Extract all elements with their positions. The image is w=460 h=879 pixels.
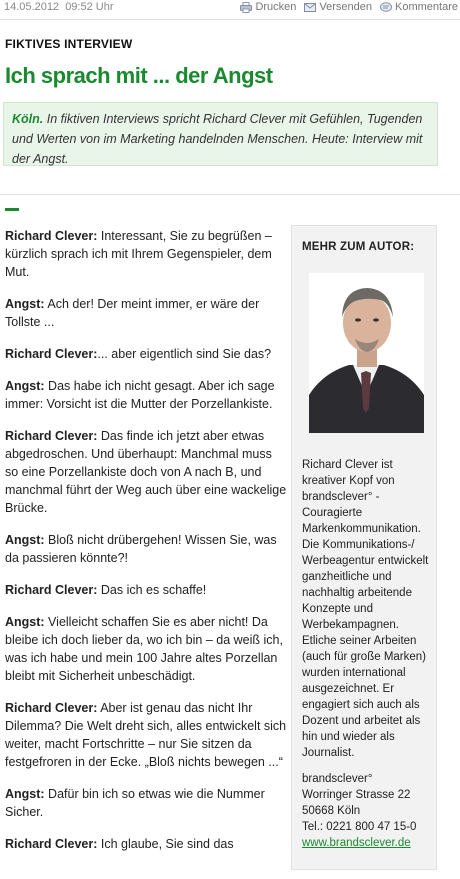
speaker-name: Richard Clever: xyxy=(5,429,98,443)
author-portrait-image xyxy=(309,273,424,433)
send-label: Versenden xyxy=(319,1,373,13)
paragraph-text: Bloß nicht drübergehen! Wissen Sie, was da passieren könnte?! xyxy=(5,533,277,565)
interview-paragraph xyxy=(5,835,287,853)
website-link[interactable]: www.brandsclever.de xyxy=(302,837,411,849)
interview-paragraph xyxy=(5,699,287,771)
speaker-name: Angst: xyxy=(5,379,45,393)
interview-paragraph xyxy=(5,531,287,567)
interview-paragraph xyxy=(5,227,287,281)
printer-icon xyxy=(240,2,252,13)
paragraph-text: Dafür bin ich so etwas wie die Nummer Sicher. xyxy=(5,787,265,819)
speaker-name: Richard Clever: xyxy=(5,837,98,851)
speaker-name: Richard Clever: xyxy=(5,229,98,243)
paragraph-text: Aber ist genau das nicht Ihr Dilemma? Die Welt dreht sich, alles entwickelt sich weiter, macht Fortschritte – nur Sie sitzen da festgefroren in der Ecke. „Bloß nichts bewegen ...“ xyxy=(5,701,287,769)
interview-paragraph xyxy=(5,581,287,599)
speaker-name: Angst: xyxy=(5,615,45,629)
interview-paragraph xyxy=(5,345,287,363)
author-photo xyxy=(309,273,424,433)
paragraph-text: Das habe ich nicht gesagt. Aber ich sage immer: Vorsicht ist die Mutter der Porzellankiste. xyxy=(5,379,275,411)
paragraph-text: Vielleicht schaffen Sie es aber nicht! Da bleibe ich doch lieber da, wo ich bin – da weiß ich, was ich habe und mein 100 Jahre altes Porzellan bleibt mit Sicherheit unbeschädigt. xyxy=(5,615,283,683)
divider xyxy=(0,194,460,195)
speaker-name: Angst: xyxy=(5,533,45,547)
speaker-name: Angst: xyxy=(5,297,45,311)
interview-paragraph xyxy=(5,377,287,413)
comments-label: Kommentare xyxy=(395,1,458,13)
article-body xyxy=(5,227,287,867)
city: 50668 Köln xyxy=(302,805,361,817)
interview-paragraph xyxy=(5,785,287,821)
publish-date: 14.05.2012 xyxy=(4,1,60,13)
comments-button[interactable] xyxy=(380,1,458,13)
envelope-icon xyxy=(304,2,316,13)
speaker-name: Angst: xyxy=(5,787,45,801)
send-button[interactable] xyxy=(304,1,372,13)
article-title: Ich sprach mit ... der Angst xyxy=(5,63,273,88)
speech-bubble-icon xyxy=(380,2,392,13)
author-bio: Richard Clever ist kreativer Kopf von brandsclever° - Couragierte Markenkommunikation. Die Kommunikations-/ Werbeagentur entwickelt ganzheitliche und nachhaltig arbeitende Konzepte und Werbekampagnen. Etliche seiner Arbeiten (auch für große Marken) wurden international ausgezeichnet. Er engagiert sich auch als Dozent und arbeitet als hin und wieder als Journalist. xyxy=(302,459,429,759)
paragraph-text: Ich glaube, Sie sind das xyxy=(97,837,234,851)
interview-paragraph xyxy=(5,295,287,331)
publish-datetime xyxy=(4,1,114,13)
accent-divider xyxy=(5,208,19,211)
speaker-name: Richard Clever: xyxy=(5,583,98,597)
teaser-text: In fiktiven Interviews spricht Richard Clever mit Gefühlen, Tugenden und Werten von im Marketing handelnden Menschen. Heute: Interview mit der Angst. xyxy=(12,112,423,166)
paragraph-text: ... aber eigentlich sind Sie das? xyxy=(97,347,272,361)
speaker-name: Richard Clever: xyxy=(5,701,98,715)
paragraph-text: Das ich es schaffe! xyxy=(97,583,207,597)
article-teaser xyxy=(3,102,438,166)
paragraph-text: Das finde ich jetzt aber etwas abgedroschen. Und überhaupt: Manchmal muss so eine Porzellankiste doch von A nach B, und manchmal führt der Weg auch über eine wackelige Brücke. xyxy=(5,429,287,515)
author-address xyxy=(302,771,432,851)
publish-time: 09:52 Uhr xyxy=(65,1,114,13)
company-name: brandsclever° xyxy=(302,773,373,785)
interview-paragraph xyxy=(5,427,287,517)
meta-bar xyxy=(0,0,460,16)
teaser-city: Köln. xyxy=(12,112,44,126)
author-box xyxy=(291,225,437,870)
phone: Tel.: 0221 800 47 15-0 xyxy=(302,821,417,833)
interview-paragraph xyxy=(5,613,287,685)
article-actions xyxy=(240,1,458,13)
street: Worringer Strasse 22 xyxy=(302,789,411,801)
paragraph-text: Interessant, Sie zu begrüßen – kürzlich sprach ich mit Ihrem Gegenspieler, dem Mut. xyxy=(5,229,272,279)
article-kicker: FIKTIVES INTERVIEW xyxy=(5,37,133,51)
print-button[interactable] xyxy=(240,1,296,13)
paragraph-text: Ach der! Der meint immer, er wäre der Tollste ... xyxy=(5,297,260,329)
print-label: Drucken xyxy=(255,1,297,13)
divider xyxy=(0,19,460,20)
author-box-heading: MEHR ZUM AUTOR: xyxy=(302,241,415,253)
speaker-name: Richard Clever: xyxy=(5,347,98,361)
